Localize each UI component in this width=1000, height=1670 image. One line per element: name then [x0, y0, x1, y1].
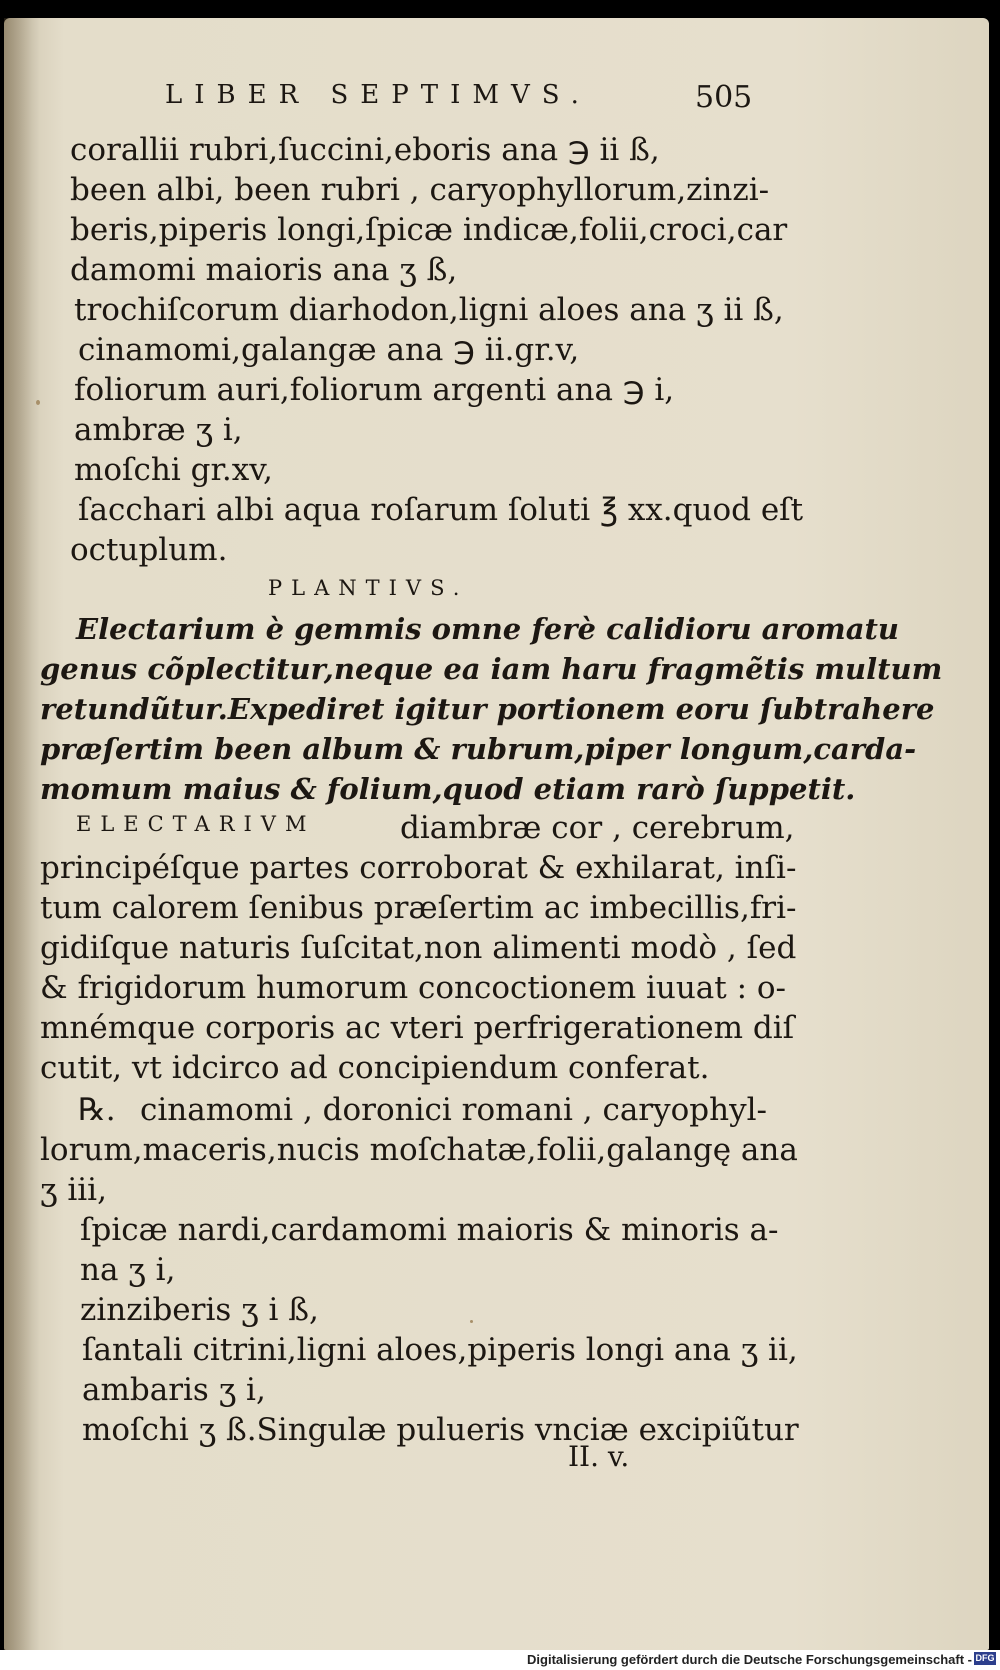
recipe-line: moſchi ʒ ß.Singulæ pulueris vnciæ excipiũtur	[82, 1412, 799, 1448]
section-heading: PLANTIVS.	[268, 576, 469, 600]
text-line: gidiſque naturis ſuſcitat,non alimenti modò , ſed	[40, 930, 797, 966]
catchword: II. v.	[568, 1440, 630, 1473]
recipe-line: lorum,maceris,nucis moſchatæ,folii,galangę ana	[40, 1132, 798, 1168]
text-line: tum calorem ſenibus præſertim ac imbecillis,fri-	[40, 890, 797, 926]
text-line: mnémque corporis ac vteri perfrigerationem diſ	[40, 1010, 795, 1046]
recipe-line: ambaris ʒ i,	[82, 1372, 266, 1408]
paper-speck	[470, 1320, 473, 1323]
running-title: LIBER SEPTIMVS.	[165, 80, 591, 110]
italic-commentary-line: retundũtur.Expediret igitur portionem eoru ſubtrahere	[40, 692, 935, 726]
page-gutter-shadow	[4, 18, 40, 1650]
text-line: principéſque partes corroborat & exhilarat, inſi-	[40, 850, 797, 886]
recipe-line: cinamomi , doronici romani , caryophyl-	[140, 1092, 768, 1128]
recipe-line: zinziberis ʒ i ß,	[80, 1292, 319, 1328]
italic-commentary-line: momum maius & folium,quod etiam rarò ſuppetit.	[40, 772, 856, 806]
recipe-line: ſantali citrini,ligni aloes,piperis longi ana ʒ ii,	[82, 1332, 798, 1368]
recipe-line: ʒ iii,	[40, 1172, 107, 1208]
folio-number: 505	[695, 80, 753, 115]
text-line: corallii rubri,ſuccini,eboris ana ℈ ii ß,	[70, 132, 660, 168]
text-line: cutit, vt idcirco ad concipiendum conferat.	[40, 1050, 710, 1086]
text-line: trochiſcorum diarhodon,ligni aloes ana ʒ ii ß,	[74, 292, 784, 328]
text-line: ſacchari albi aqua roſarum ſoluti ℥ xx.quod eſt	[78, 492, 804, 528]
text-line: foliorum auri,foliorum argenti ana ℈ i,	[74, 372, 675, 408]
text-line: beris,piperis longi,ſpicæ indicæ,folii,croci,car	[70, 212, 788, 248]
text-line: moſchi gr.xv,	[74, 452, 273, 488]
text-line: damomi maioris ana ʒ ß,	[70, 252, 458, 288]
italic-commentary-line: genus cõplectitur,neque ea iam haru fragmẽtis multum	[40, 652, 943, 686]
dfg-logo: DFG	[975, 1653, 995, 1663]
text-line: & frigidorum humorum concoctionem iuuat : o-	[40, 970, 787, 1006]
footer-credit: Digitalisierung gefördert durch die Deutsche Forschungsgemeinschaft -	[527, 1652, 972, 1667]
recipe-line: ſpicæ nardi,cardamomi maioris & minoris a-	[80, 1212, 779, 1248]
italic-commentary-line: Electarium è gemmis omne ferè calidioru aromatu	[76, 612, 900, 646]
text-line: been albi, been rubri , caryophyllorum,zinzi-	[70, 172, 770, 208]
recipe-line: na ʒ i,	[80, 1252, 176, 1288]
text-line: ambræ ʒ i,	[74, 412, 243, 448]
text-line: octuplum.	[70, 532, 228, 568]
paragraph-lead-word: ELECTARIVM	[76, 812, 316, 836]
text-line: cinamomi,galangæ ana ℈ ii.gr.v,	[78, 332, 580, 368]
text-line: diambræ cor , cerebrum,	[400, 810, 795, 846]
recipe-symbol: ℞.	[78, 1092, 116, 1128]
italic-commentary-line: præſertim been album & rubrum,piper longum,carda-	[40, 732, 917, 766]
paper-speck	[36, 400, 40, 405]
